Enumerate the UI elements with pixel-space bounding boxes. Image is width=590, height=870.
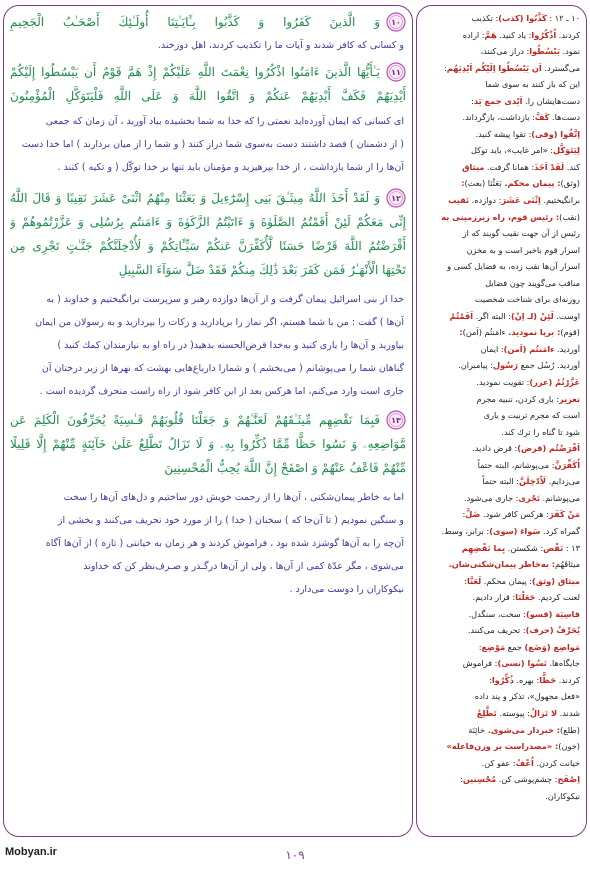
- glossary-line: (خون): «مصدراست بر وزن‌فاعله»: [446, 741, 580, 752]
- glossary-line: رئيس از آن جهت نقيب گويند كه از: [462, 228, 580, 239]
- glossary-line: ۱۰ ـ ۱۲ : كَذَّبُوا (كذب): تكذيب: [471, 13, 580, 23]
- arabic-verse-line: فَبِمَا نَقْضِهِم مِّيثَـٰقَهُمْ لَعَنَّـٰهُمْ وَ جَعَلْنَا قُلُوبَهُمْ قَـٰسِيَةً يُحَرِّفُونَ الْكَلِمَ عَن: [10, 413, 380, 427]
- glossary-line: اسرار قوم باخبر است و به مخزن: [466, 244, 580, 255]
- glossary-line: مَواضِع (وَضَع) جمع مَوْضِع:: [478, 641, 580, 652]
- translation-line: اى كسانى كه ايمان آورده‌ايد نعمتى را كه خدا به شما بخشيده بياد آوريد ، آن زمان كه جمعى: [45, 116, 404, 127]
- glossary-line: گمراه كرد. سَواءَ (سوى): برابر، وسط.: [441, 525, 580, 536]
- glossary-term: اَقْرَضْتُم (قرض): [517, 443, 580, 454]
- arabic-verse-line: مَّوَاضِعِهِۦ وَ نَسُوا حَظًّا مِّمَّا ذُكِّرُوا بِهِۦ وَ لَا تَزَالُ تَطَّلِعُ عَلَىٰ خَآئِنَةٍ مِّنْهُمْ إِلَّا قَلِيلًا: [10, 437, 406, 451]
- glossary-term: اِثْنَى عَشَرَ: [501, 195, 541, 206]
- verse-12: [10, 186, 406, 282]
- glossary-term: : پيمان محكم.: [501, 178, 561, 189]
- page-number: ۱۰۹: [285, 848, 305, 862]
- translation-line: ( از دشمنان ) قصد داشتند دست به‌سوى شما دراز كنند ( و شما را از ميان بردارند ) اما خدا دست: [21, 139, 404, 150]
- glossary-line: برانگيختيم. اِثْنَى عَشَرَ: دوازده. نَقيب: [448, 195, 580, 206]
- glossary-line: كند. لَقَدْ اَخَذَ: همانا گرفت. ميثاق: [462, 161, 580, 172]
- glossary-term: مُحْسِنين: [462, 774, 497, 785]
- glossary-line: «فعل مجهول»، تذكر و پند داده: [474, 691, 580, 702]
- main-content-panel: [3, 5, 413, 837]
- verse-13-translation: [12, 486, 404, 601]
- glossary-line: (طلع): خبردار مى‌شوى. خائِنَة: [468, 724, 580, 735]
- glossary-line: لعنت كرديم. جَعَلْنَا: قرار داديم.: [472, 592, 580, 603]
- glossary-line: قاسِيَة (قسو): سخت، سنگدل.: [468, 608, 580, 619]
- glossary-list: [423, 10, 580, 804]
- arabic-verse-line: إِنِّى مَعَكُمْ لَئِنْ أَقَمْتُمُ الصَّلَوٰةَ وَ ءَاتَيْتُمُ الزَّكَوٰةَ وَ ءَامَنتُم بِرُسُلِى وَ عَزَّرْتُمُوهُمْ وَ: [10, 215, 406, 229]
- glossary-line: آورديد. ءامَنتُم (اَمن): ايمان: [480, 343, 580, 354]
- translation-line: گناهان شما را مى‌پوشانم ( مى‌بخشم ) و شمارا دارباغ‌هايى بهشت كه نهرها از زير درختان آن: [41, 363, 404, 374]
- verse-10-translation: [12, 34, 404, 57]
- glossary-line: روزنه‌اى براى شناخت شخصيت: [474, 294, 580, 305]
- glossary-term: سَواءَ (سوى): [489, 525, 541, 536]
- arabic-verse-line: أَيْدِيَهُمْ فَكَفَّ أَيْدِيَهُمْ عَنكُمْ وَ اتَّقُوا اللَّهَ وَ عَلَى اللَّهِ فَلْيَتَوَكَّلِ الْمُؤْمِنُونَ: [10, 89, 406, 103]
- glossary-term: رَسُول: [493, 360, 519, 371]
- glossary-line: ميثاقَهُم: به‌خاطر پيمان‌شكنى‌شان.: [448, 559, 580, 570]
- glossary-line: نمود. يَبْسُطُوا: دراز مى‌كنند،: [480, 46, 580, 57]
- glossary-term: حَظًّا: [539, 674, 557, 685]
- verse-10: [10, 10, 406, 34]
- glossary-term: اِصْفَح: [557, 774, 580, 785]
- glossary-term: بِما نَقْضِهِم: [461, 542, 506, 553]
- glossary-line: اين كه باز كنند به سوى شما: [485, 79, 580, 90]
- glossary-line: دست‌ها. كَفَّ: بازداشت، بازگرداند.: [462, 112, 580, 123]
- glossary-term: : به‌خاطر پيمان‌شكنى‌شان.: [448, 559, 556, 570]
- glossary-line: كردند. اُذْكُرُوا: ياد كنيد. هَمَّ: اراده: [462, 29, 580, 40]
- glossary-term: اِتَّقُوا (وقى): [531, 128, 580, 139]
- glossary-term: كَذَّبُوا (كذب): [498, 13, 547, 23]
- arabic-verse-line: مِّنْهُمْ فَاعْفُ عَنْهُمْ وَ اصْفَحْ إِنَّ اللَّهَ يُحِبُّ الْمُحْسِنِينَ: [164, 461, 406, 475]
- glossary-term: :: [459, 327, 463, 338]
- verse-13: [10, 408, 406, 480]
- glossary-term: قاسِيَة (قسو): [526, 608, 580, 619]
- glossary-line: جايگاه‌ها. نَسُوا (نسى): فراموش: [462, 658, 580, 669]
- arabic-verse-line: تَحْتِهَا الْأَنْهَـٰرُ فَمَن كَفَرَ بَعْدَ ذَٰلِكَ مِنكُمْ فَقَدْ ضَلَّ سَوَآءَ السَّبِيلِ: [118, 263, 406, 277]
- glossary-term: مَواضِع (وَضَع): [524, 641, 580, 652]
- glossary-term: لا تَزالُ: [530, 707, 558, 718]
- glossary-panel: [416, 5, 587, 837]
- glossary-line: شود تا گناه را ترك كند.: [501, 426, 580, 437]
- glossary-line: تعزير: يارى كردن، تنبيه مجرم: [476, 393, 580, 404]
- glossary-term: : «مصدراست بر وزن‌فاعله»: [446, 741, 559, 752]
- glossary-term: هَمَّ: [484, 29, 497, 40]
- glossary-term: اُعْفُ: [515, 757, 534, 768]
- glossary-line: اُكَفِّرَنَّ: مى‌پوشانم، البته حتماً: [477, 459, 580, 470]
- glossary-line: خيانت كردن. اُعْفُ: عفو كن.: [481, 757, 580, 768]
- glossary-line: (قوم): برپا نموديد. ءامَنتُم (اَمن):: [459, 327, 580, 338]
- glossary-line: مى‌پوشانم. تَجْرى: جارى مى‌شود.: [463, 492, 580, 503]
- translation-line: اما به خاطر پيمان‌شكنى ، آن‌ها را از رحمت خويش دور ساختيم و دل‌هاى آن‌ها را سخت: [63, 492, 404, 503]
- translation-line: بياوريد و آن‌ها را يارى كنيد و به‌خدا قرض‌الحسنه بدهيد( در راه او به نيازمندان كمك كنيد ): [57, 340, 404, 351]
- glossary-line: مَنْ كَفَرَ: هركس كافر شود. ضَلَّ:: [462, 509, 580, 520]
- glossary-term: ميثاق: [462, 161, 485, 172]
- translation-line: و كسانى كه كافر شدند و آيات ما را تكذيب كردند، اهل دوزخند.: [157, 40, 404, 51]
- glossary-line: اوست. لَئِنْ (لـ اِنْ): البته اگر. اَقَمْتُمْ: [449, 310, 580, 321]
- glossary-term: : برپا نموديد.: [505, 327, 561, 338]
- glossary-term: :: [461, 178, 465, 189]
- glossary-term: تَطَّلِعُ: [476, 707, 497, 718]
- verse-11-translation: [12, 110, 404, 179]
- translation-line: آن‌چه را به آن‌ها گوشزد شده بود ، فراموش كردند و هر زمان به خيانتى ( تازه ) از آن‌ها آگاه: [45, 538, 404, 549]
- verse-12-translation: [12, 288, 404, 403]
- arabic-verse-line: يَـٰأَيُّهَا الَّذينَ ءَامَنُوا اذْكُرُوا نِعْمَتَ اللَّهِ عَلَيْكُمْ إِذْ هَمَّ قَوْمٌ أَن يَبْسُطُوا إِلَيْكُمْ: [10, 65, 380, 79]
- arabic-verse-line: وَ لَقَدْ أَخَذَ اللَّهُ مِيثَـٰقَ بَنِى إِسْرَٰٓءِيلَ وَ بَعَثْنَا مِنْهُمُ اثْنَىْ عَشَرَ نَقِيبًا وَ قَالَ اللَّهُ: [10, 191, 380, 205]
- glossary-term: تعزير: [559, 393, 580, 404]
- glossary-term: لَعَنَّا: [467, 575, 482, 586]
- glossary-term: عَزَّرْتُمُ (عزر): [529, 377, 580, 388]
- verse-number: ۱۰: [391, 17, 401, 27]
- verse-number: ۱۱: [391, 67, 401, 77]
- glossary-term: لَاُدْخِلَنَّ: [519, 476, 546, 487]
- glossary-term: لَئِنْ (لـ اِنْ): [511, 310, 554, 321]
- glossary-term: اُكَفِّرَنَّ: [554, 459, 580, 470]
- glossary-line: لِيَتَوَكَّل: «امر غايب»، بايد توكل: [470, 145, 580, 156]
- glossary-line: (نقب): رئيس قوم، راه زيرزمينى به: [441, 211, 580, 222]
- glossary-term: اُذْكُرُوا: [531, 29, 557, 40]
- translation-line: جارى است وارد مى‌كنم، اما هركس بعد از اين كافر شود از راه راست منحرف گرديده است .: [39, 386, 404, 397]
- glossary-term: ميثاق (وثق): [531, 575, 580, 586]
- glossary-line: اِصْفَح: چشم‌پوشى كن. مُحْسِنين:: [460, 774, 580, 785]
- glossary-line: مناقب مى‌گويند چون فضايل: [485, 277, 580, 288]
- translation-line: آن‌ها ) گفت : من با شما هستم، اگر نماز را برپاداريد و زكات را بپردازيد و به رسولان من ايمان: [35, 317, 404, 328]
- glossary-term: يَبْسُطُوا: [529, 46, 560, 57]
- translation-line: نيكوكاران را دوست مى‌دارد .: [289, 584, 404, 595]
- glossary-line: كردند. حَظًّا: بهره. ذُكِّرُوا:: [489, 674, 580, 685]
- verse-number-badge: [386, 12, 406, 32]
- glossary-line: مى‌زدايم. لَاُدْخِلَنَّ: البته حتماً: [482, 476, 580, 487]
- translation-line: و سنگين نموديم ( تا آن‌جا كه ) سخنان ( خدا ) را از مورد خود تحريف مى‌كنند و بخشى از: [57, 515, 404, 526]
- glossary-term: جَعَلْنَا: [515, 592, 536, 603]
- glossary-term: ضَلَّ: [465, 509, 481, 520]
- glossary-term: مَوْضِع: [481, 641, 506, 652]
- glossary-line: اَقْرَضْتُم (قرض): قرض داديد.: [472, 443, 580, 454]
- glossary-term: اَقَمْتُمْ: [449, 310, 474, 321]
- glossary-term: اَن يَبْسُطُوا اِلَيْكُم اَيْدِيَهُم: [446, 62, 542, 73]
- verse-number-badge: [386, 188, 406, 208]
- glossary-line: شدند. لا تَزالُ: پيوسته. تَطَّلِعُ: [476, 707, 580, 718]
- verse-number-badge: [386, 62, 406, 82]
- translation-line: آن‌ها را از شما بازداشت ، از خدا بپرهيزيد و مؤمنان بايد تنها بر خدا توكّل ( و تكيه ) كنند .: [57, 162, 404, 173]
- glossary-term: لَقَدْ اَخَذَ: [534, 161, 565, 172]
- glossary-line: ۱۳ : نَقْض: شكستن. بِما نَقْضِهِم: [461, 542, 580, 553]
- glossary-line: يُحَرِّفُ (حرف): تحريف مى‌كنند.: [467, 625, 580, 636]
- glossary-term: نَسُوا (نسى): [497, 658, 547, 669]
- glossary-term: مَنْ كَفَرَ: [548, 509, 580, 520]
- glossary-term: يُحَرِّفُ (حرف): [525, 625, 580, 636]
- glossary-line: (وثق): پيمان محكم. بَعَثْنَا (بعث):: [461, 178, 580, 189]
- verse-number: ۱۲: [391, 193, 401, 203]
- glossary-line: دست‌هايشان را. اَيْدى جمع يَد:: [471, 95, 580, 106]
- translation-line: خدا از بنى اسرائيل پيمان گرفت و از آن‌ها دوازده رهبر و سرپرست برانگيختيم و خداوند ( به: [46, 294, 404, 305]
- glossary-line: است كه مجرم تربيت و يارى: [483, 410, 580, 421]
- glossary-line: ميثاق (وثق): پيمان محكم. لَعَنَّا:: [464, 575, 580, 586]
- glossary-line: مى‌گسترد. اَن يَبْسُطُوا اِلَيْكُم اَيْدِيَهُم:: [444, 62, 580, 73]
- verse-number-badge: [386, 410, 406, 430]
- glossary-term: ذُكِّرُوا: [491, 674, 514, 685]
- glossary-term: : رئيس قوم، راه زيرزمينى به: [441, 211, 560, 222]
- glossary-line: نيكوكاران.: [545, 790, 580, 801]
- site-watermark: Mobyan.ir: [5, 846, 57, 858]
- arabic-verse-line: أَقْرَضْتُمُ اللَّهَ قَرْضًا حَسَنًا لَّأُكَفِّرَنَّ عَنكُمْ سَيِّـَٔاتِكُمْ وَ لَأُدْخِلَنَّكُمْ جَنَّـٰتٍ تَجْرِى مِن: [10, 239, 406, 253]
- glossary-term: : خبردار مى‌شوى.: [484, 724, 561, 735]
- glossary-line: اِتَّقُوا (وقى): تقوا پيشه كنيد.: [475, 128, 580, 139]
- glossary-line: عَزَّرْتُمُ (عزر): تقويت نموديد.: [476, 377, 580, 388]
- glossary-term: تَجْرى: [518, 492, 540, 503]
- glossary-term: كَفَّ: [534, 112, 550, 123]
- glossary-term: ءامَنتُم (اَمن): [503, 343, 555, 354]
- glossary-term: نَقْض: [543, 542, 564, 553]
- glossary-line: اسرار آن‌ها نقب زده، به فضايل كسى و: [447, 261, 580, 272]
- glossary-term: لِيَتَوَكَّل: [553, 145, 580, 156]
- verse-number: ۱۳: [391, 415, 401, 425]
- verse-11: [10, 60, 406, 108]
- arabic-verse-line: وَ الَّذينَ كَفَرُوا وَ كَذَّبُوا بِـَٔايَـٰتِنَا أُولَـٰئِكَ أَصْحَـٰبُ الْجَحِيمِ: [10, 15, 380, 29]
- glossary-term: اَيْدى جمع يَد: [473, 95, 523, 106]
- glossary-line: آورديد. رُسُل جمع رَسُول: پيامبران.: [458, 360, 580, 371]
- translation-line: مى‌شوى ، مگر عدّۀ كمى از آن‌ها ، ولى از آن‌ها درگـذر و صـرف‌نظر كن كه خداوند: [83, 561, 404, 572]
- glossary-term: نَقيب: [448, 195, 470, 206]
